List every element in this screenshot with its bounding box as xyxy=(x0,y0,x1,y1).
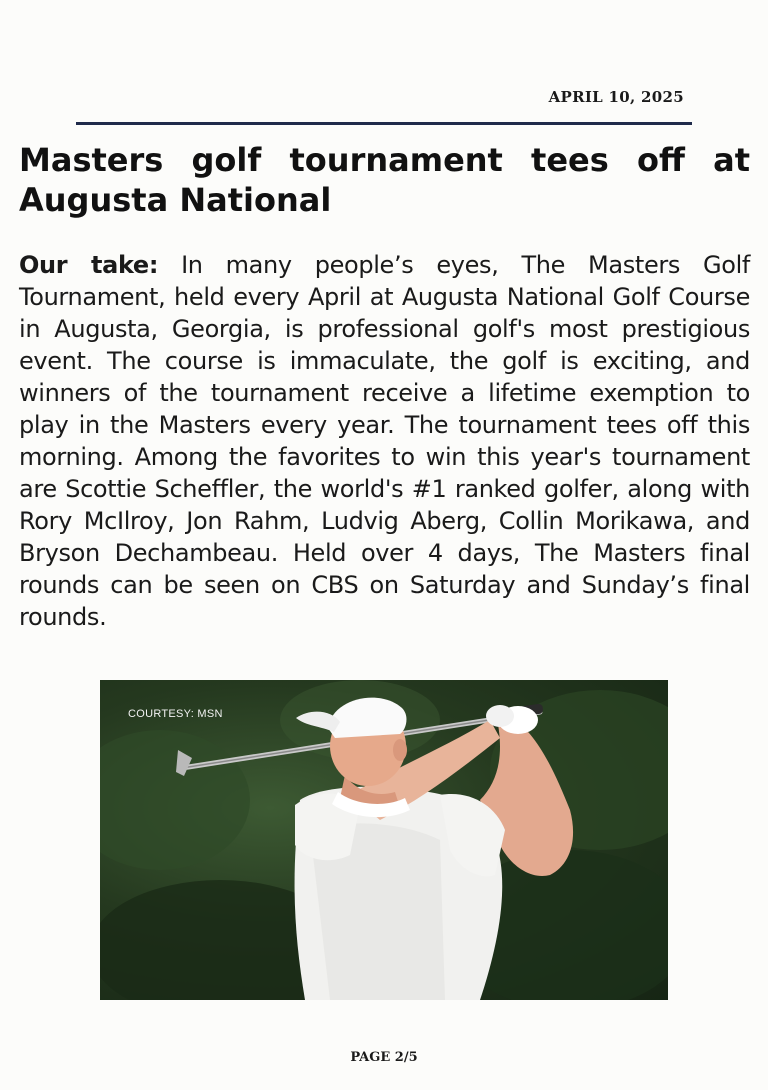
photo-credit: COURTESY: MSN xyxy=(128,708,223,720)
article-text: In many people’s eyes, The Masters Golf Tournament, held every April at Augusta National Golf Course in Augusta, Georgia, is professional golf's most prestigious event. The course is immaculate, the golf is exciting, and winners of the tournament receive a lifetime exemption to play in the Masters every year. The tournament tees off this morning. Among the favorites to win this year's tournament are Scottie Scheffler, the world's #1 ranked golfer, along with Rory McIlroy, Jon Rahm, Ludvig Aberg, Collin Morikawa, and Bryson Dechambeau. Held over 4 days, The Masters final rounds can be seen on CBS on Saturday and Sunday’s final rounds. xyxy=(19,251,751,631)
page-number: PAGE 2/5 xyxy=(350,1050,418,1065)
article-headline: Masters golf tournament tees off at Augusta National xyxy=(19,141,750,219)
article-body xyxy=(19,249,750,633)
lead-label: Our take: xyxy=(19,251,159,279)
header-divider xyxy=(76,122,692,125)
article-date: APRIL 10, 2025 xyxy=(548,88,684,106)
golfer-photo xyxy=(100,680,668,1000)
golfer-illustration xyxy=(100,680,668,1000)
